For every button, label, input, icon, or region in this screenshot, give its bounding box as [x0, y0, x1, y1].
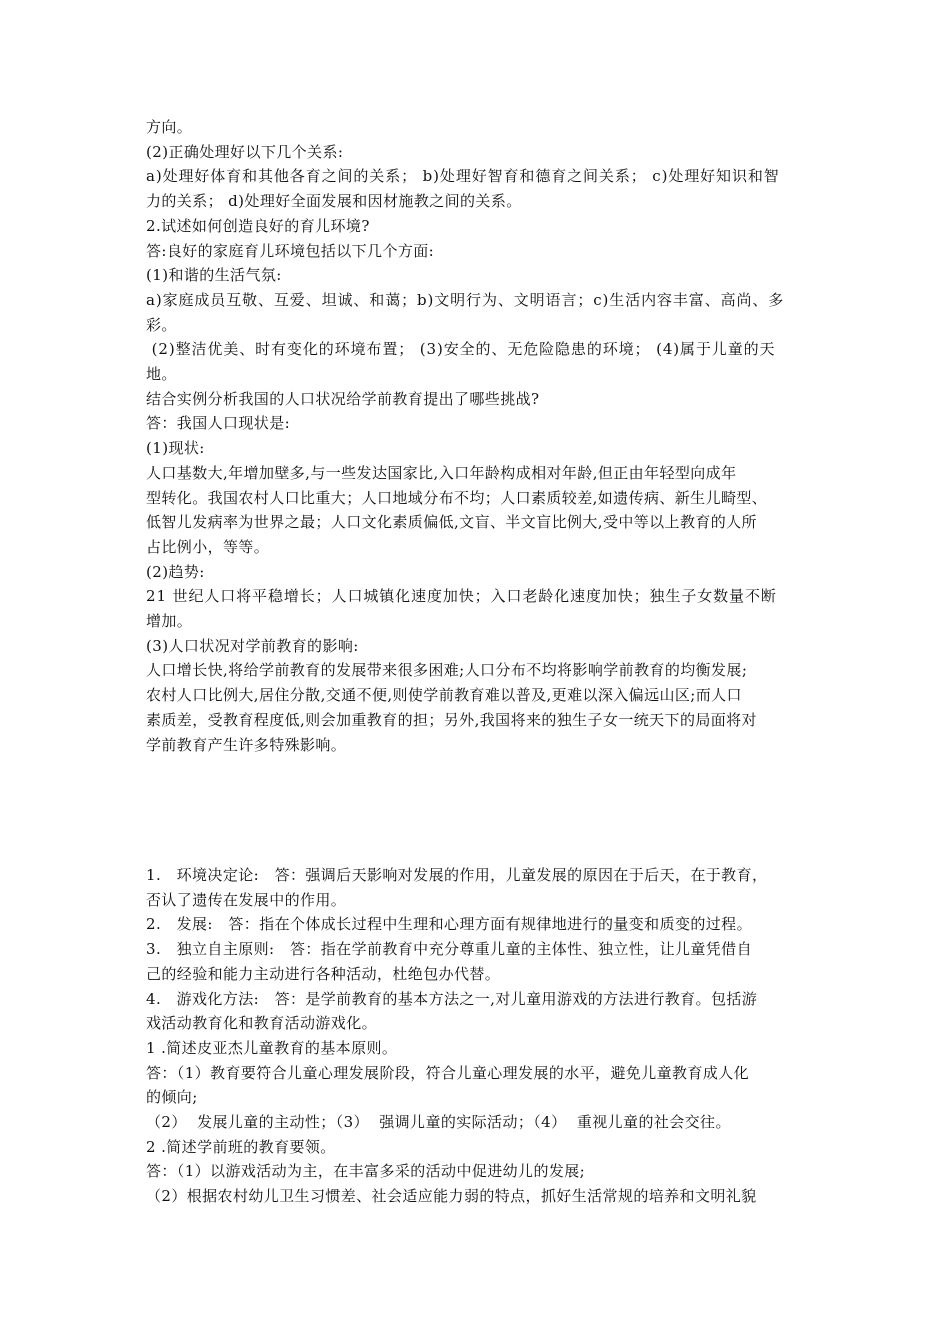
text-block-bottom: [146, 863, 810, 1209]
text-line: （2）根据农村幼儿卫生习惯差、社会适应能力弱的特点，抓好生活常规的培养和文明礼貌: [146, 1187, 757, 1206]
text-line: 地。: [146, 365, 177, 384]
text-line: 低智儿发病率为世界之最；人口文化素质偏低,文盲、半文盲比例大,受中等以上教育的人所: [146, 513, 757, 532]
text-line: a)处理好体育和其他各育之间的关系； b)处理好智育和德育之间关系； c)处理好知识和智: [146, 167, 780, 186]
text-line: (3)人口状况对学前教育的影响:: [146, 636, 359, 655]
text-line: 学前教育产生许多特殊影响。: [146, 735, 347, 754]
text-line: 答：（1）教育要符合儿童心理发展阶段，符合儿童心理发展的水平，避免儿童教育成人化: [146, 1063, 750, 1082]
text-line: 型转化。我国农村人口比重大；人口地域分布不均；人口素质较差,如遗传病、新生儿畸型、: [146, 488, 768, 507]
text-line: 素质差，受教育程度低,则会加重教育的担；另外,我国将来的独生子女一统天下的局面将对: [146, 710, 757, 729]
text-line: 答:良好的家庭育儿环境包括以下几个方面:: [146, 241, 435, 260]
question-heading: 1 .简述皮亚杰儿童教育的基本原则。: [146, 1038, 398, 1057]
text-line: 的倾向;: [146, 1088, 198, 1107]
question-heading: 2.试述如何创造良好的育儿环境?: [146, 216, 370, 235]
text-line: (2)趋势:: [146, 562, 205, 581]
text-line: 农村人口比例大,居住分散,交通不便,则使学前教育难以普及,更难以深入偏远山区;而人口: [146, 686, 742, 705]
question-heading: 结合实例分析我国的人口状况给学前教育提出了哪些挑战?: [146, 389, 540, 408]
text-line: 人口增长快,将给学前教育的发展带来很多困难;人口分布不均将影响学前教育的均衡发展;: [146, 661, 748, 680]
text-line: 彩。: [146, 315, 177, 334]
text-line: 戏活动教育化和教育活动游戏化。: [146, 1014, 378, 1033]
text-line: 答：（1）以游戏活动为主，在丰富多采的活动中促进幼儿的发展;: [146, 1162, 586, 1181]
text-line: (2)整洁优美、时有变化的环境布置； (3)安全的、无危险隐患的环境； (4)属于儿童的天: [146, 340, 776, 359]
definition-item: 4. 游戏化方法: 答：是学前教育的基本方法之一,对儿童用游戏的方法进行教育。包括游: [146, 989, 758, 1008]
text-line: a)家庭成员互敬、互爱、坦诚、和蔼；b)文明行为、文明语言；c)生活内容丰富、高尚、多: [146, 290, 785, 309]
definition-item: 3. 独立自主原则: 答：指在学前教育中充分尊重儿童的主体性、独立性，让儿童凭借自: [146, 940, 752, 959]
text-line: 21 世纪人口将平稳增长；人口城镇化速度加快；入口老龄化速度加快；独生子女数量不断: [146, 587, 777, 606]
text-line: (1)和谐的生活气氛:: [146, 266, 282, 285]
text-line: (2)正确处理好以下几个关系:: [146, 142, 344, 161]
text-line: 己的经验和能力主动进行各种活动，杜绝包办代替。: [146, 964, 501, 983]
text-line: 否认了遗传在发展中的作用。: [146, 890, 347, 909]
text-line: 力的关系； d)处理好全面发展和因材施教之间的关系。: [146, 192, 522, 211]
text-line: 占比例小，等等。: [146, 537, 270, 556]
text-block-top: [146, 115, 810, 757]
question-heading: 2 .简述学前班的教育要领。: [146, 1137, 336, 1156]
definition-item: 2. 发展: 答：指在个体成长过程中生理和心理方面有规律地进行的量变和质变的过程。: [146, 915, 752, 934]
text-line: 答：我国人口现状是:: [146, 414, 291, 433]
definition-item: 1. 环境决定论: 答：强调后天影响对发展的作用，儿童发展的原因在于后天，在于教育，: [146, 866, 768, 884]
text-line: 增加。: [146, 612, 193, 631]
text-line: (1)现状:: [146, 439, 205, 458]
text-line: 人口基数大,年增加壁多,与一些发达国家比,入口年龄构成相对年龄,但正由年轻型向成年: [146, 463, 737, 482]
text-line: （2） 发展儿童的主动性；（3） 强调儿童的实际活动；（4） 重视儿童的社会交往。: [146, 1113, 731, 1132]
text-line: 方向。: [146, 118, 193, 136]
